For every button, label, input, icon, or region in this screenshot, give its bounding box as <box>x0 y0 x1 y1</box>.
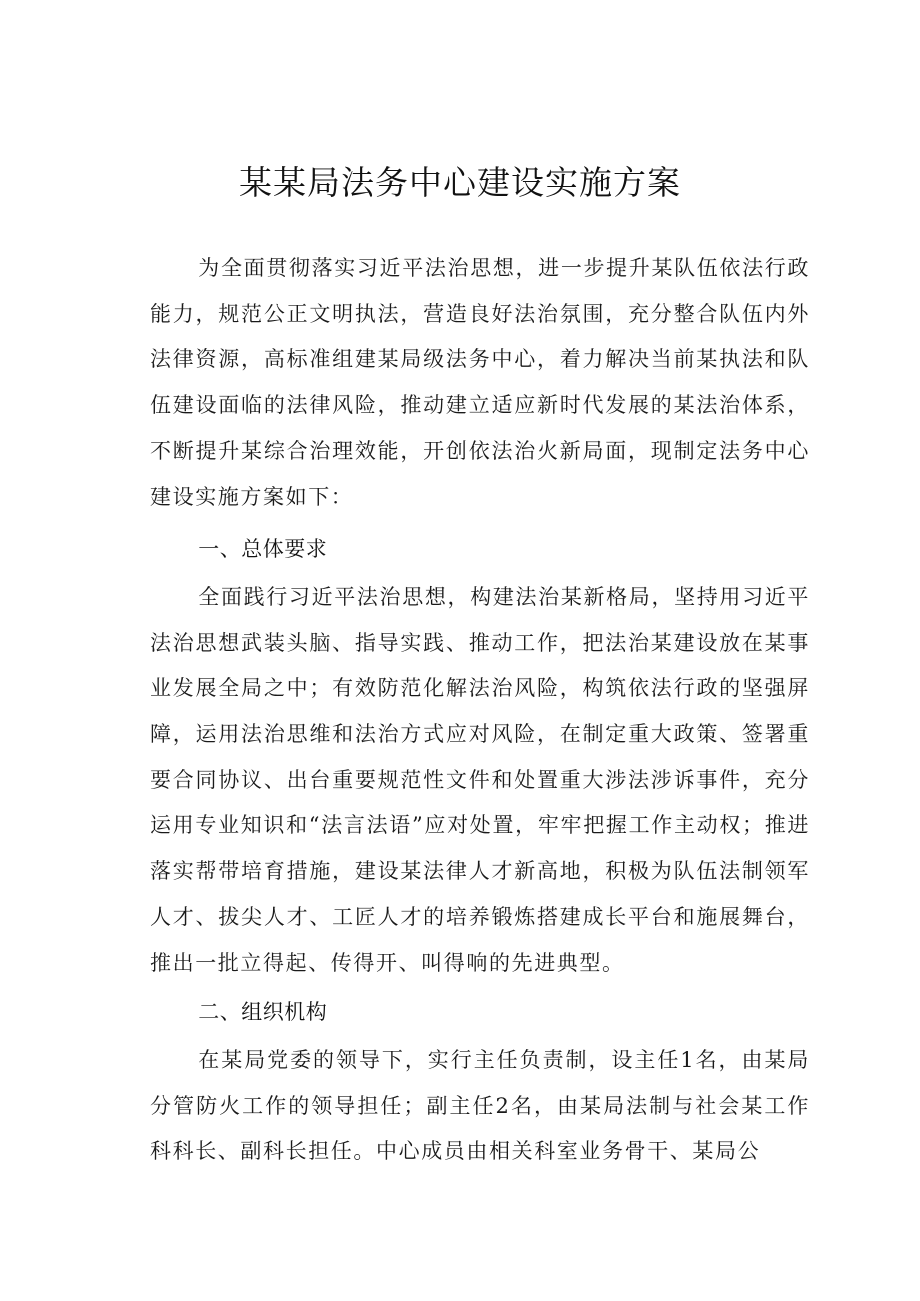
intro-paragraph: 为全面贯彻落实习近平法治思想，进一步提升某队伍依法行政能力，规范公正文明执法，营造良好法治氛围，充分整合队伍内外法律资源，高标准组建某局级法务中心，着力解决当前某执法和队伍建设面临的法律风险，推动建立适应新时代发展的某法治体系，不断提升某综合治理效能，开创依法治火新局面，现制定法务中心建设实施方案如下： <box>150 256 810 509</box>
document-title: 某某局法务中心建设实施方案 <box>239 163 681 202</box>
section-heading-overall-requirements: 一、总体要求 <box>198 537 328 562</box>
section-paragraph-overall-requirements: 全面践行习近平法治思想，构建法治某新格局，坚持用习近平法治思想武装头脑、指导实践、推动工作，把法治某建设放在某事业发展全局之中；有效防范化解法治风险，构筑依法行政的坚强屏障，运用法治思维和法治方式应对风险，在制定重大政策、签署重要合同协议、出台重要规范性文件和处置重大涉法涉诉事件，充分运用专业知识和“法言法语”应对处置，牢牢把握工作主动权；推进落实帮带培育措施，建设某法律人才新高地，积极为队伍法制领军人才、拔尖人才、工匠人才的培养锻炼搭建成长平台和施展舞台，推出一批立得起、传得开、叫得响的先进典型。 <box>150 584 810 975</box>
section-heading-organization: 二、组织机构 <box>198 1000 328 1025</box>
document-body <box>150 246 810 1175</box>
section-paragraph-organization: 在某局党委的领导下，实行主任负责制，设主任1名，由某局分管防火工作的领导担任；副主任2名，由某局法制与社会某工作科科长、副科长担任。中心成员由相关科室业务骨干、某局公 <box>150 1047 810 1164</box>
